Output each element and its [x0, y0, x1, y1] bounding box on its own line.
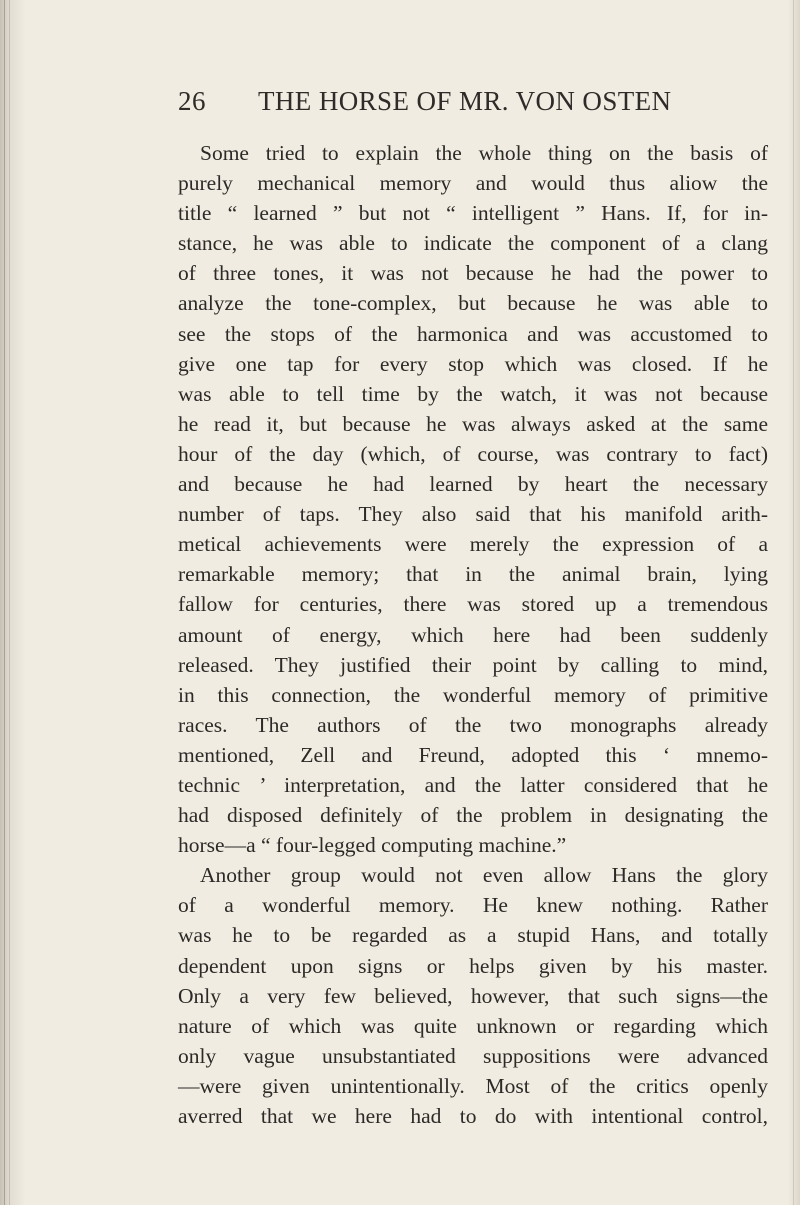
text-line: horse—a “ four-legged computing machine.” — [178, 833, 567, 858]
text-line: Some tried to explain the whole thing on the basis of — [200, 141, 768, 165]
text-line: metical achievements were merely the expression of a — [178, 532, 768, 557]
page-number: 26 — [178, 86, 206, 116]
text-line: was he to be regarded as a stupid Hans, and totally — [178, 923, 768, 948]
text-line: number of taps. They also said that his manifold arith- — [178, 502, 768, 527]
text-line: had disposed definitely of the problem in designating the — [178, 803, 768, 828]
text-line: averred that we here had to do with intentional control, — [178, 1104, 768, 1128]
text-line: amount of energy, which here had been suddenly — [178, 622, 768, 647]
page-edge-line — [4, 0, 5, 1205]
text-line: released. They justified their point by calling to mind, — [178, 652, 768, 677]
text-line: —were given unintentionally. Most of the critics openly — [178, 1073, 768, 1098]
text-line: title “ learned ” but not “ intelligent ” Hans. If, for in- — [178, 201, 768, 226]
text-line: of three tones, it was not because he had the power to — [178, 261, 768, 286]
text-line: analyze the tone-complex, but because he was able to — [178, 291, 768, 316]
text-line: stance, he was able to indicate the component of a clang — [178, 231, 768, 256]
body-text — [178, 138, 768, 1131]
page-edge-line — [9, 0, 10, 1205]
text-line: fallow for centuries, there was stored up a tremendous — [178, 592, 768, 617]
text-line: remarkable memory; that in the animal brain, lying — [178, 562, 768, 587]
text-line: and because he had learned by heart the necessary — [178, 472, 768, 497]
page-edge-line — [793, 0, 794, 1205]
text-line: he read it, but because he was always asked at the same — [178, 411, 768, 436]
running-header — [178, 86, 738, 117]
text-line: see the stops of the harmonica and was accustomed to — [178, 321, 768, 346]
text-line: hour of the day (which, of course, was contrary to fact) — [178, 441, 768, 466]
text-line: Another group would not even allow Hans the glory — [200, 863, 768, 888]
text-line: races. The authors of the two monographs already — [178, 712, 768, 737]
text-line: dependent upon signs or helps given by his master. — [178, 953, 768, 978]
text-line: purely mechanical memory and would thus aliow the — [178, 171, 768, 196]
text-line: in this connection, the wonderful memory of primitive — [178, 682, 768, 707]
text-line: Only a very few believed, however, that such signs—the — [178, 983, 768, 1008]
text-line: technic ’ interpretation, and the latter considered that he — [178, 772, 768, 797]
text-line: nature of which was quite unknown or regarding which — [178, 1013, 768, 1038]
text-line: only vague unsubstantiated suppositions were advanced — [178, 1043, 768, 1068]
running-title: THE HORSE OF MR. VON OSTEN — [258, 86, 672, 116]
text-line: was able to tell time by the watch, it was not because — [178, 381, 768, 406]
text-line: give one tap for every stop which was closed. If he — [178, 351, 768, 376]
text-line: of a wonderful memory. He knew nothing. Rather — [178, 893, 768, 918]
text-line: mentioned, Zell and Freund, adopted this ‘ mnemo- — [178, 742, 768, 767]
